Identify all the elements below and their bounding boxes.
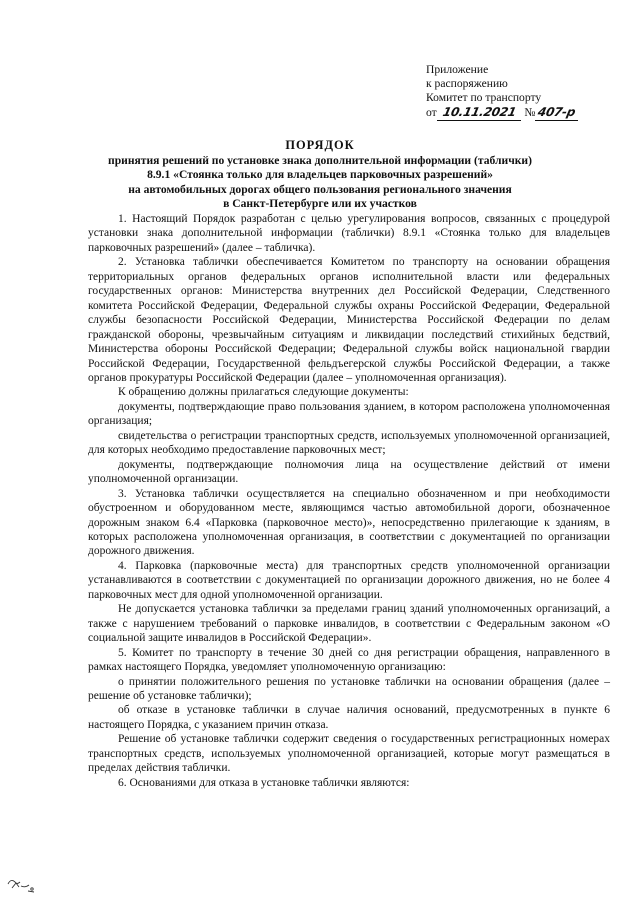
paragraph-4: 4. Парковка (парковочные места) для транспортных средств уполномоченной организации устанавливаются в соответствии с документацией по организации дорожного движения, но не более 4 парковочных мест для одной уполномоченной организации. [88, 559, 610, 601]
registration-stamp-mark [6, 872, 40, 894]
paragraph-3: 3. Установка таблички осуществляется на специально обозначенном и при необходимости обустроенном и оборудованном месте, являющимся частью автомобильной дороги, обозначенное дорожным знаком 6.4 «Парковка (парковочное место)», непосредственно прилегающие к зданиям, в которых расположена уполномоченная организация, в соответствии с документацией по организации дорожного движения. [88, 487, 610, 558]
title-line-3: на автомобильных дорогах общего пользования регионального значения [128, 182, 512, 196]
paragraph-attachment-1: документы, подтверждающие право пользования зданием, в котором расположена уполномоченная организация; [88, 400, 610, 428]
date-prefix: от [426, 106, 437, 119]
paragraph-5-refusal: об отказе в установке таблички в случае наличия оснований, предусмотренных в пункте 6 настоящего Порядка, с указанием причин отказа. [88, 704, 610, 731]
appendix-line-3: Комитет по транспорту [426, 91, 542, 104]
handwritten-date: 10.11.2021 [441, 105, 518, 119]
title-line-1: принятия решений по установке знака дополнительной информации (таблички) [108, 154, 532, 168]
appendix-line-1: Приложение [426, 63, 489, 76]
paragraph-4-restriction: Не допускается установка таблички за пределами границ зданий уполномоченных организаций, а также с нарушением требований о парковке инвалидов, в соответствии с Федеральным законом «О социальной защите инвалидов в Российской Федерации». [88, 603, 610, 645]
document-title [60, 138, 580, 211]
paragraph-1: 1. Настоящий Порядок разработан с целью урегулирования вопросов, связанных с процедурой установки знака дополнительной информации (таблички) 8.9.1 «Стоянка только для владельцев парковочных разрешений» (далее – табличка). [88, 213, 610, 254]
appendix-line-2: к распоряжению [426, 77, 508, 90]
paragraph-2: 2. Установка таблички обеспечивается Комитетом по транспорту на основании обращения территориальных органов федеральных органов исполнительной власти или федеральных государственных органов: Министерства внутренних дел Российской Федерации, Следственного комитета Российской Федерации, Федеральной службы охраны Российской Федерации, Федеральной службы безопасности Российской Федерации, Министерства Российской Федерации по делам гражданской обороны, чрезвычайным ситуациям и ликвидации последствий стихийных бедствий, Министерства обороны Российской Федерации; Федеральной службы войск национальной гвардии Российской Федерации, Государственной фельдъегерской службы Российской Федерации, а также органов прокуратуры Российской Федерации (далее – уполномоченная организация). [88, 256, 610, 384]
paragraph-attachment-2: свидетельства о регистрации транспортных средств, используемых уполномоченной организацией, для которых необходимо предоставление парковочных мест; [88, 429, 610, 457]
number-prefix: № [524, 106, 536, 119]
handwritten-number: 407-р [536, 105, 578, 119]
title-line-4: в Санкт-Петербурге или их участков [223, 196, 417, 210]
paragraph-6: 6. Основаниями для отказа в установке таблички являются: [118, 776, 410, 789]
title-main: ПОРЯДОК [285, 138, 355, 152]
title-line-2: 8.9.1 «Стоянка только для владельцев парковочных разрешений» [147, 168, 493, 182]
appendix-header [426, 63, 626, 121]
appendix-date-number-line [426, 105, 626, 121]
paragraph-5: 5. Комитет по транспорту в течение 30 дней со дня регистрации обращения, направленного в рамках настоящего Порядка, уведомляет уполномоченную организацию: [88, 646, 610, 674]
paragraph-5-positive: о принятии положительного решения по установке таблички на основании обращения (далее – решение об установке таблички); [88, 675, 610, 702]
paragraph-5-decision-content: Решение об установке таблички содержит сведения о государственных регистрационных номерах транспортных средств, используемых уполномоченной организацией, которые могут размещаться в пределах действия таблички. [88, 733, 610, 775]
document-body [88, 212, 610, 790]
paragraph-attachments-intro: К обращению должны прилагаться следующие документы: [118, 386, 409, 399]
paragraph-attachment-3: документы, подтверждающие полномочия лица на осуществление действий от имени уполномоченной организации. [88, 458, 610, 486]
